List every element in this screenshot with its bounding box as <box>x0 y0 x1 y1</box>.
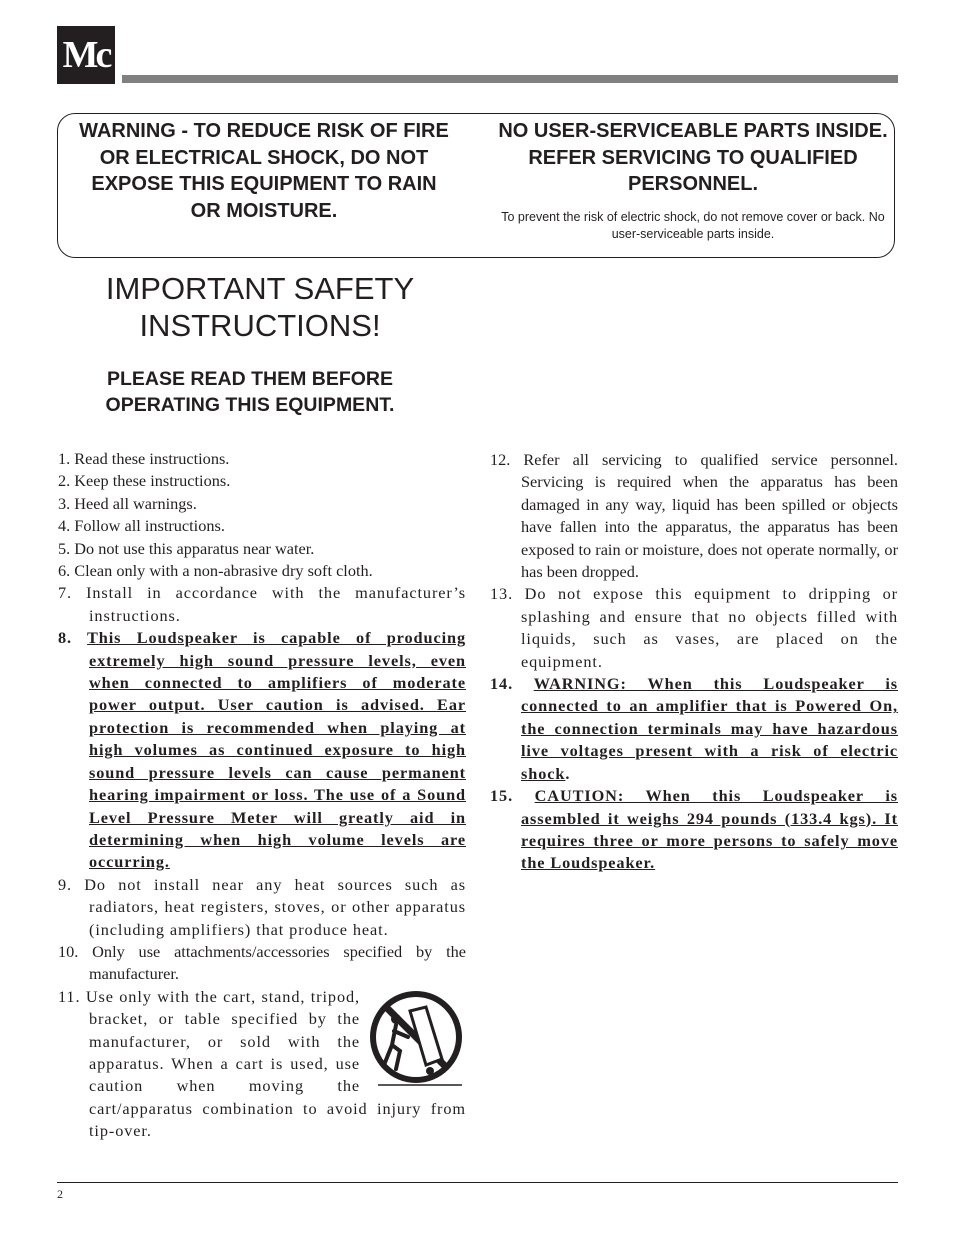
instruction-2: 2. Keep these instructions. <box>58 471 231 491</box>
instruction-14-text: WARNING: When this Loudspeaker is connected to an amplifier that is Powered On, the connection terminals may have hazardous live voltages present with a risk of electric shock <box>521 674 898 783</box>
fire-shock-warning: WARNING - TO REDUCE RISK OF FIRE OR ELECTRICAL SHOCK, DO NOT EXPOSE THIS EQUIPMENT TO RAIN OR MOISTURE. <box>79 120 449 222</box>
page-subtitle: PLEASE READ THEM BEFORE OPERATING THIS EQUIPMENT. <box>105 368 395 416</box>
cart-tipover-warning-icon <box>366 989 466 1089</box>
instruction-10: 10. Only use attachments/accessories specified by the manufacturer. <box>58 941 466 984</box>
instruction-3: 3. Heed all warnings. <box>58 493 197 513</box>
instruction-11 <box>58 986 466 1143</box>
footer-rule <box>57 1182 898 1183</box>
page-title: IMPORTANT SAFETY INSTRUCTIONS! <box>105 271 415 343</box>
service-warning-note: To prevent the risk of electric shock, do not remove cover or back. No user-serviceable parts inside. <box>501 209 885 241</box>
instruction-5: 5. Do not use this apparatus near water. <box>58 538 315 558</box>
instruction-12: 12. Refer all servicing to qualified service personnel. Servicing is required when the apparatus has been damaged in any way, liquid has been spilled or objects have fallen into the apparatus, the apparatus has been exposed to rain or moisture, does not operate normally, or has been dropped. <box>490 450 898 582</box>
header-rule <box>122 75 898 83</box>
service-warning <box>498 118 888 243</box>
instruction-13: 13. Do not expose this equipment to dripping or splashing and ensure that no objects filled with liquids, such as vases, are placed on the equipment. <box>490 584 898 671</box>
instruction-8-number: 8. <box>58 628 88 648</box>
instruction-15-number: 15. <box>490 786 535 806</box>
instructions-right-column <box>490 449 898 875</box>
page-number: 2 <box>57 1187 63 1201</box>
instruction-11-text: 11. Use only with the cart, stand, tripod, bracket, or table specified by the manufacturer, or sold with the apparatus. When a cart is used, use caution when moving the cart/apparatus combination to avoid injury from tip-over. <box>58 986 466 1141</box>
instruction-7: 7. Install in accordance with the manufacturer’s instructions. <box>58 583 466 625</box>
instruction-4: 4. Follow all instructions. <box>58 516 225 536</box>
instruction-6: 6. Clean only with a non-abrasive dry soft cloth. <box>58 561 373 581</box>
service-warning-title: NO USER-SERVICEABLE PARTS INSIDE. REFER SERVICING TO QUALIFIED PERSONNEL. <box>498 120 888 195</box>
warning-box <box>57 113 895 258</box>
instruction-14-end: . <box>565 763 571 783</box>
instruction-9: 9. Do not install near any heat sources such as radiators, heat registers, stoves, or other apparatus (including amplifiers) that produce heat. <box>58 874 466 939</box>
instruction-1: 1. Read these instructions. <box>58 449 230 468</box>
instruction-8-text: This Loudspeaker is capable of producing extremely high sound pressure levels, even when connected to amplifiers of moderate power output. User caution is advised. Ear protection is recommended when playing at high volumes as continued exposure to high sound pressure levels can cause permanent hearing impairment or loss. The use of a Sound Level Pressure Meter will greatly aid in determining when high volume levels are occurring. <box>87 628 466 872</box>
instruction-14-number: 14. <box>490 674 534 694</box>
instructions-left-column <box>58 448 466 1143</box>
instruction-15-text: CAUTION: When this Loudspeaker is assembled it weighs 294 pounds (133.4 kgs). It requires three or more persons to safely move the Loudspeaker. <box>521 786 898 873</box>
instruction-8 <box>58 627 466 873</box>
mcintosh-logo: Mc <box>57 26 115 84</box>
instruction-15 <box>490 785 898 875</box>
instruction-14 <box>490 673 898 785</box>
